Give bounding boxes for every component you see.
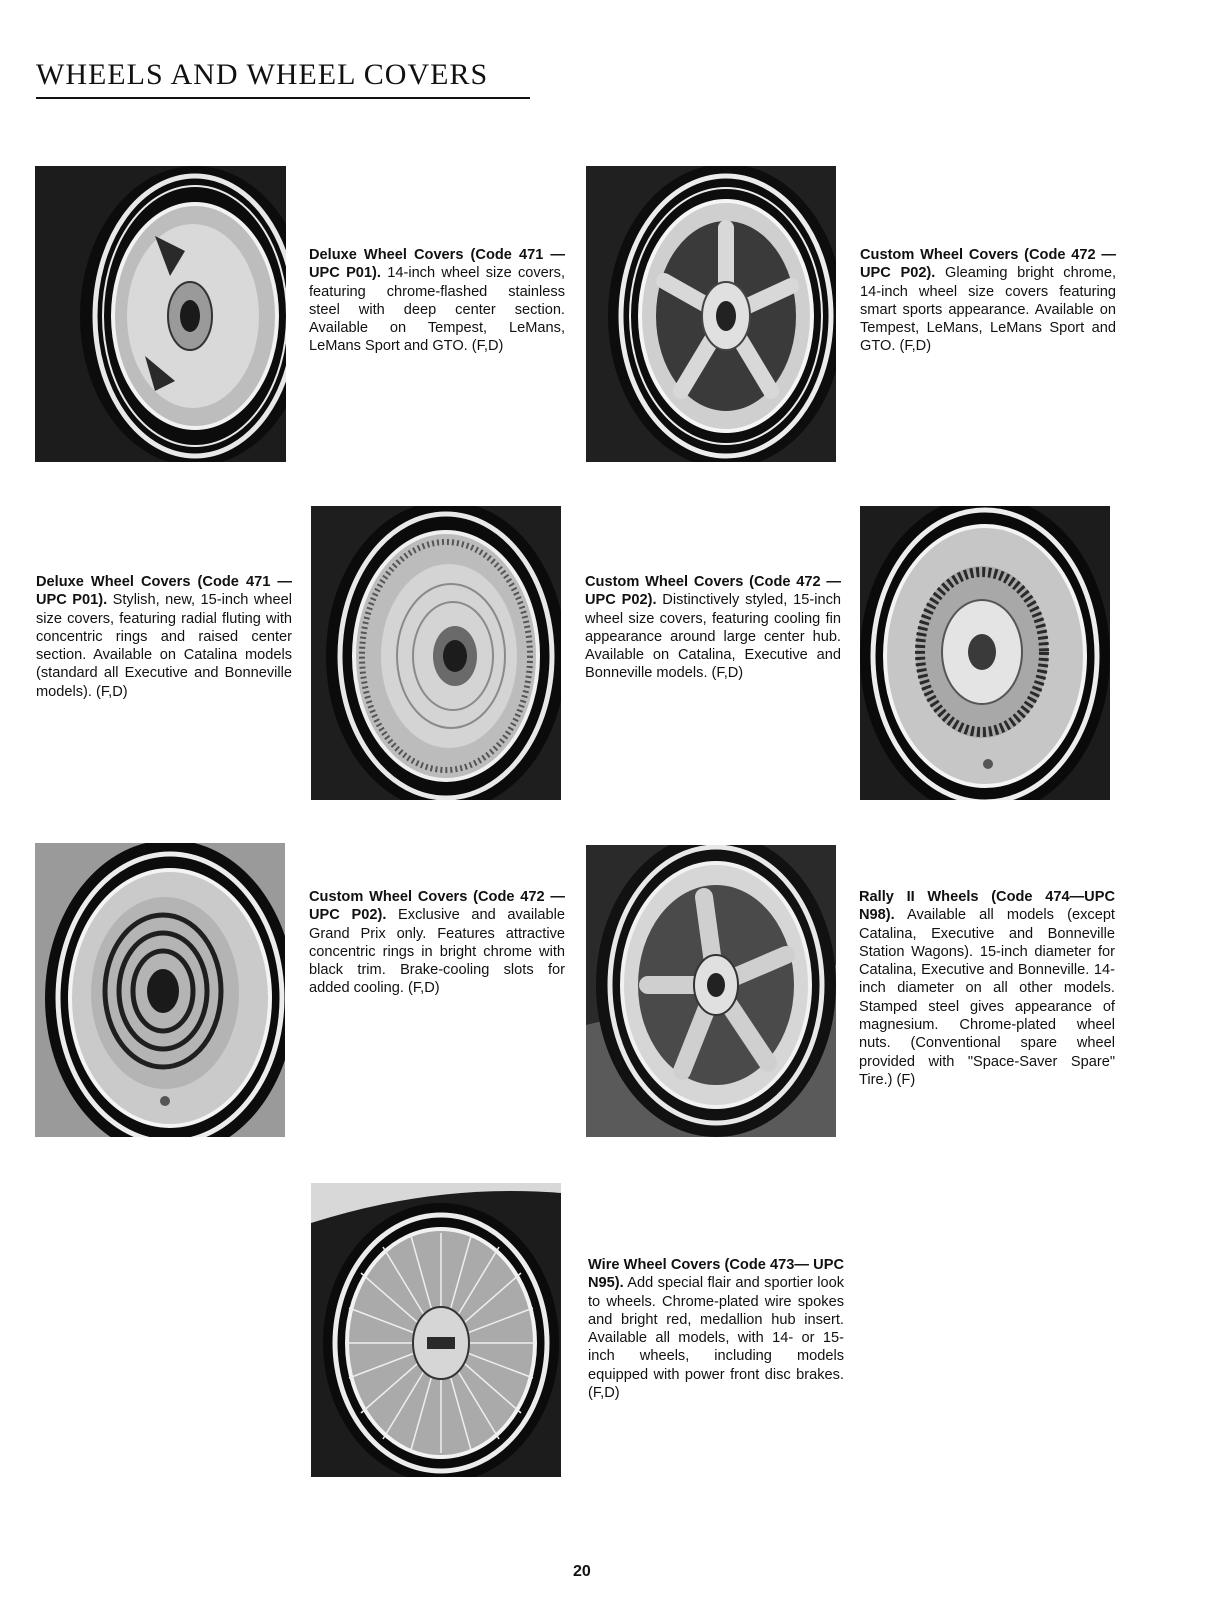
caption-body: Exclusive and available Grand Prix only. Features attractive concentric rings in bright chrome with black trim. Brake-cooling slots for added cooling. (F,D) <box>309 907 565 997</box>
photo-rally-ii-wheel <box>586 845 836 1137</box>
photo-wire-wheel-cover <box>311 1183 561 1477</box>
caption-body: Add special flair and sportier look to wheels. Chrome-plated wire spokes and bright red, medallion hub insert. Available all models, with 14- or 15-inch wheels, including models equipped with power front disc brakes. (F,D) <box>588 1275 844 1402</box>
page-number: 20 <box>573 1563 591 1580</box>
caption-body: Gleaming bright chrome, 14-inch wheel size covers featuring smart sports appearance. Available on Tempest, LeMans, LeMans Sport and GTO. (F,D) <box>860 265 1116 355</box>
caption-body: Distinctively styled, 15-inch wheel size covers, featuring cooling fin appearance around large center hub. Available on Catalina, Executive and Bonneville models. (F,D) <box>585 592 841 682</box>
photo-custom-wheel-cover-15 <box>860 506 1110 800</box>
photo-deluxe-wheel-cover-14 <box>35 166 286 462</box>
photo-custom-wheel-cover-14 <box>586 166 836 462</box>
page-title: WHEELS AND WHEEL COVERS <box>36 58 489 91</box>
caption-custom-grand-prix <box>309 888 565 998</box>
caption-body: Stylish, new, 15-inch wheel size covers, featuring radial fluting with concentric rings and raised center section. Available on Catalina models (standard all Executive and Bonneville models). (F,D) <box>36 592 293 700</box>
caption-rally-ii <box>859 888 1115 1089</box>
title-underline <box>36 97 530 99</box>
caption-heading: Custom Wheel Covers (Code 472 —UPC P02). <box>309 889 565 924</box>
caption-heading: Custom Wheel Covers (Code 472 —UPC P02). <box>860 247 1116 282</box>
caption-body: Available all models (except Catalina, Executive and Bonneville Station Wagons). 15-inch diameter for Catalina, Executive and Bonneville. 14-inch diameter on all other models. Stamped steel gives appearance of magnesium. Chrome-plated wheel nuts. (Conventional spare wheel provided with "Space-Saver Spare" Tire.) (F) <box>859 907 1115 1088</box>
caption-body: 14-inch wheel size covers, featuring chrome-flashed stainless steel with deep center section. Available on Tempest, LeMans, LeMans Sport and GTO. (F,D) <box>309 265 565 355</box>
caption-wire-wheel <box>588 1256 844 1402</box>
caption-custom-14 <box>860 246 1116 356</box>
caption-deluxe-14 <box>309 246 565 356</box>
caption-heading: Deluxe Wheel Covers (Code 471 —UPC P01). <box>309 247 565 282</box>
photo-deluxe-wheel-cover-15 <box>311 506 561 800</box>
photo-custom-wheel-cover-grand-prix <box>35 843 285 1137</box>
caption-custom-15 <box>585 573 841 683</box>
caption-heading: Wire Wheel Covers (Code 473— UPC N95). <box>588 1257 844 1292</box>
caption-heading: Deluxe Wheel Covers (Code 471 —UPC P01). <box>36 574 292 609</box>
caption-heading: Rally II Wheels (Code 474—UPC N98). <box>859 889 1115 924</box>
caption-heading: Custom Wheel Covers (Code 472 —UPC P02). <box>585 574 841 609</box>
caption-deluxe-15 <box>36 573 292 701</box>
